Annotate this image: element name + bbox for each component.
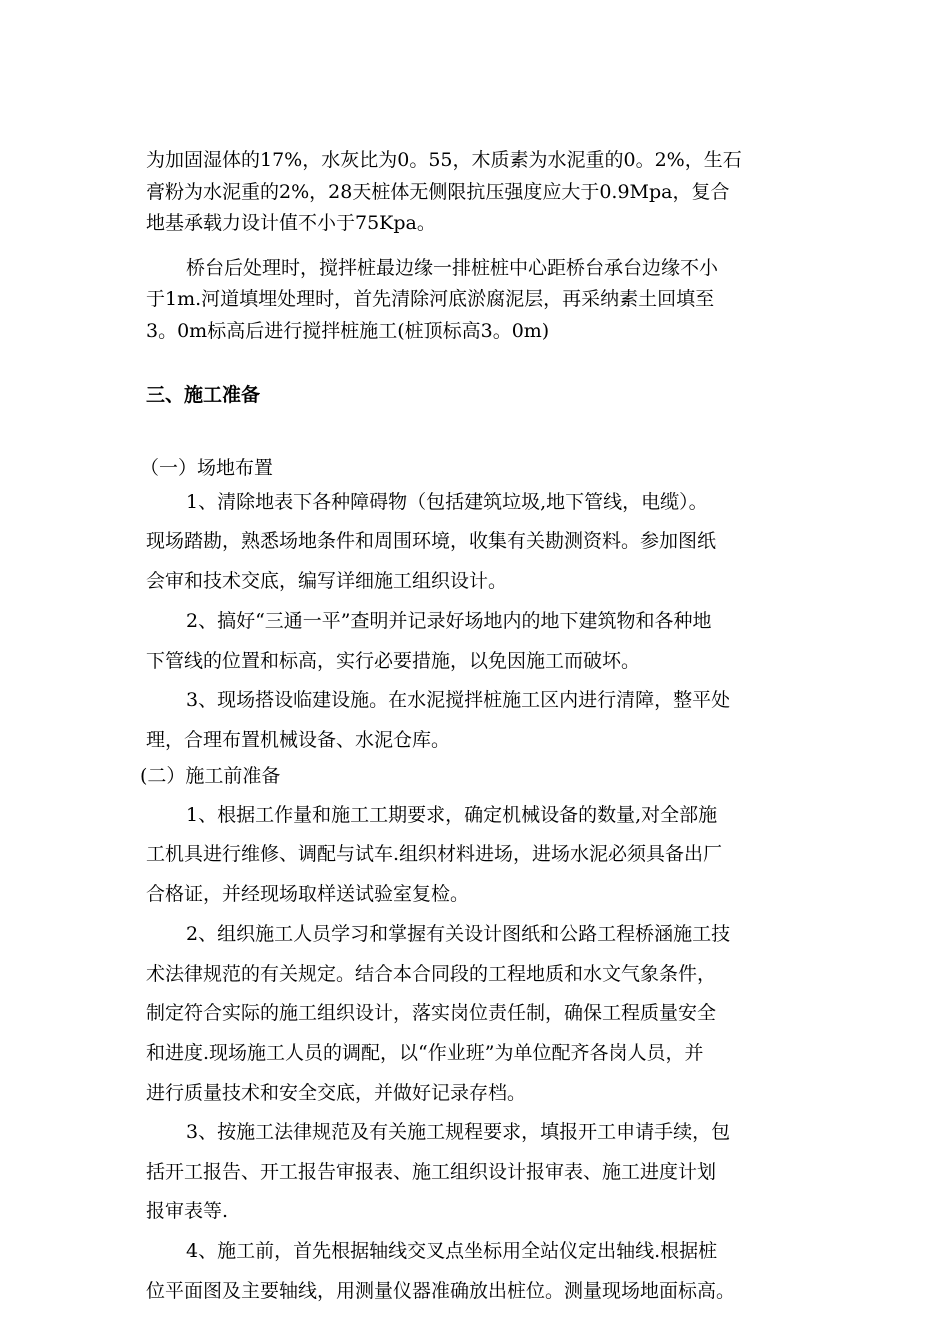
s2-item2-line-3: 制定符合实际的施工组织设计，落实岗位责任制，确保工程质量安全: [146, 1002, 717, 1024]
s2-item1-line-3: 合格证，并经现场取样送试验室复检。: [146, 883, 470, 905]
s1-item1-line-3: 会审和技术交底，编写详细施工组织设计。: [146, 570, 508, 592]
s2-item3-line-3: 报审表等.: [146, 1200, 229, 1222]
section-heading: 三、施工准备: [146, 384, 261, 406]
s2-item3-line-2: 括开工报告、开工报告审报表、施工组织设计报审表、施工进度计划: [146, 1161, 717, 1183]
s1-item2-line-2: 下管线的位置和标高，实行必要措施，以免因施工而破坏。: [146, 650, 641, 672]
s2-item2-line-5: 进行质量技术和安全交底，并做好记录存档。: [146, 1082, 527, 1104]
s2-item3-line-1: 3、按施工法律规范及有关施工规程要求，填报开工申请手续，包: [186, 1121, 731, 1143]
s1-item1-line-2: 现场踏勘，熟悉场地条件和周围环境，收集有关勘测资料。参加图纸: [146, 530, 717, 552]
subsection-1-title: （一）场地布置: [140, 457, 274, 479]
s1-item2-line-1: 2、搞好“三通一平”查明并记录好场地内的地下建筑物和各种地: [186, 610, 712, 632]
intro-p2-line-3: 3。0m标高后进行搅拌桩施工(桩顶标高3。0m): [146, 320, 550, 342]
intro-p1-line-3: 地基承载力设计值不小于75Kpa。: [146, 212, 436, 234]
intro-p2-line-2: 于1m.河道填埋处理时，首先清除河底淤腐泥层，再采纳素土回填至: [146, 288, 715, 310]
s2-item1-line-2: 工机具进行维修、调配与试车.组织材料进场，进场水泥必须具备出厂: [146, 843, 723, 865]
s2-item4-line-2: 位平面图及主要轴线，用测量仪器准确放出桩位。测量现场地面标高。: [146, 1280, 736, 1302]
intro-p1-line-2: 膏粉为水泥重的2%，28天桩体无侧限抗压强度应大于0.9Mpa，复合: [146, 181, 730, 203]
s2-item4-line-1: 4、施工前，首先根据轴线交叉点坐标用全站仪定出轴线.根据桩: [186, 1240, 718, 1262]
s2-item1-line-1: 1、根据工作量和施工工期要求，确定机械设备的数量,对全部施: [186, 804, 718, 826]
s1-item3-line-2: 理，合理布置机械设备、水泥仓库。: [146, 729, 451, 751]
s2-item2-line-1: 2、组织施工人员学习和掌握有关设计图纸和公路工程桥涵施工技: [186, 923, 731, 945]
s1-item3-line-1: 3、现场搭设临建设施。在水泥搅拌桩施工区内进行清障，整平处: [186, 689, 731, 711]
intro-p2-line-1: 桥台后处理时，搅拌桩最边缘一排桩桩中心距桥台承台边缘不小: [186, 257, 719, 279]
s2-item2-line-2: 术法律规范的有关规定。结合本合同段的工程地质和水文气象条件，: [146, 963, 717, 985]
s2-item2-line-4: 和进度.现场施工人员的调配，以“作业班”为单位配齐各岗人员，并: [146, 1042, 704, 1064]
s1-item1-line-1: 1、清除地表下各种障碍物（包括建筑垃圾,地下管线，电缆）。: [186, 491, 708, 513]
subsection-2-title: (二）施工前准备: [140, 765, 281, 787]
intro-p1-line-1: 为加固湿体的17%，水灰比为0。55，木质素为水泥重的0。2%，生石: [146, 149, 742, 171]
